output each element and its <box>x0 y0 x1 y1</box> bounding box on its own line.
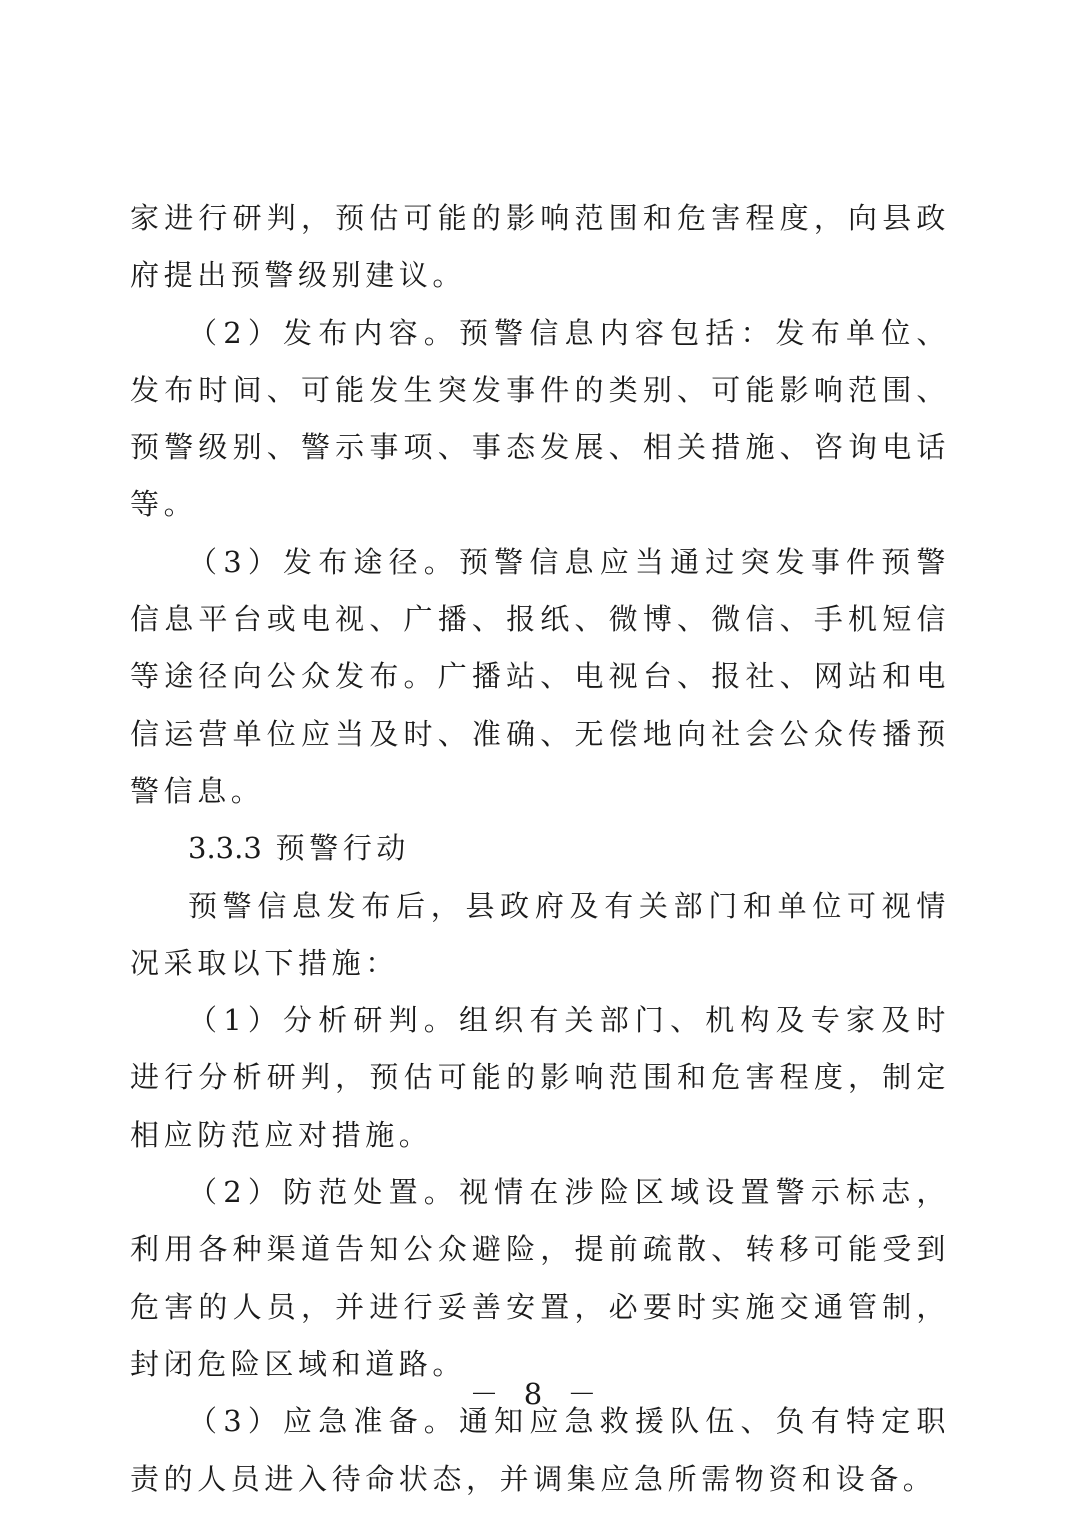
paragraph-emergency-prep: （3）应急准备。通知应急救援队伍、负有特定职责的人员进入待命状态，并调集应急所需物资和设备。 <box>130 1404 950 1496</box>
section-number: 3.3.3 <box>188 831 262 866</box>
document-body <box>130 190 950 1508</box>
paragraph-analysis: （1）分析研判。组织有关部门、机构及专家及时进行分析研判，预估可能的影响范围和危害程度，制定相应防范应对措施。 <box>130 1003 950 1152</box>
paragraph-publish-channel: （3）发布途径。预警信息应当通过突发事件预警信息平台或电视、广播、报纸、微博、微信、手机短信等途径向公众发布。广播站、电视台、报社、网站和电信运营单位应当及时、准确、无偿地向社会公众传播预警信息。 <box>130 544 950 808</box>
paragraph-continuation: 家进行研判，预估可能的影响范围和危害程度，向县政府提出预警级别建议。 <box>130 201 950 293</box>
page-number: － 8 － <box>469 1377 605 1411</box>
section-heading <box>130 820 950 877</box>
paragraph-prevention: （2）防范处置。视情在涉险区域设置警示标志，利用各种渠道告知公众避险，提前疏散、转移可能受到危害的人员，并进行妥善安置，必要时实施交通管制，封闭危险区域和道路。 <box>130 1175 950 1381</box>
paragraph-publish-content: （2）发布内容。预警信息内容包括：发布单位、发布时间、可能发生突发事件的类别、可能影响范围、预警级别、警示事项、事态发展、相关措施、咨询电话等。 <box>130 315 950 522</box>
paragraph-warning-intro: 预警信息发布后，县政府及有关部门和单位可视情况采取以下措施： <box>130 888 950 980</box>
section-title: 预警行动 <box>275 831 411 866</box>
